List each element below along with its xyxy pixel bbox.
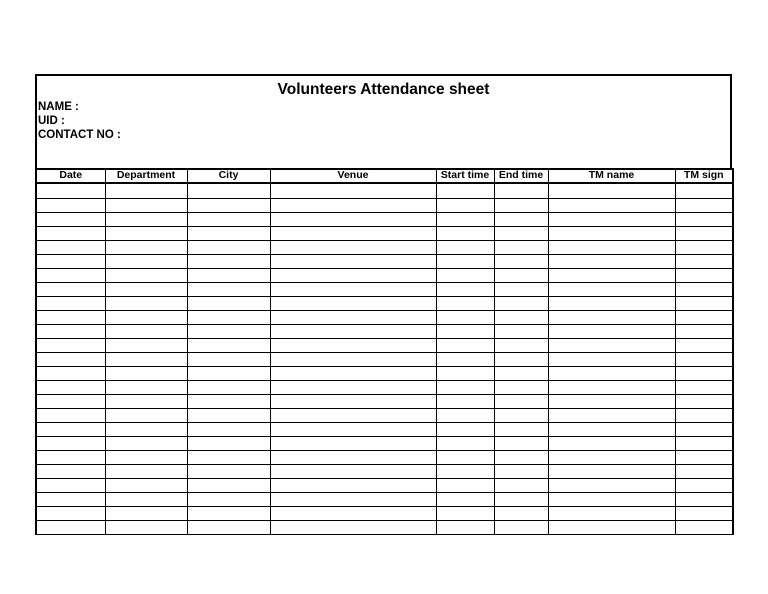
- department-cell[interactable]: [105, 311, 187, 325]
- date-cell[interactable]: [36, 521, 105, 535]
- table-row: [36, 255, 733, 269]
- tm-name-cell[interactable]: [548, 409, 675, 423]
- start-time-cell[interactable]: [436, 269, 494, 283]
- date-cell[interactable]: [36, 255, 105, 269]
- table-row: [36, 269, 733, 283]
- venue-cell[interactable]: [270, 521, 436, 535]
- date-cell[interactable]: [36, 507, 105, 521]
- column-header-city: City: [187, 169, 270, 183]
- tm-sign-cell[interactable]: [675, 395, 733, 409]
- end-time-cell[interactable]: [494, 381, 548, 395]
- date-cell[interactable]: [36, 493, 105, 507]
- city-cell[interactable]: [187, 479, 270, 493]
- tm-name-cell[interactable]: [548, 311, 675, 325]
- table-row: [36, 283, 733, 297]
- city-cell[interactable]: [187, 409, 270, 423]
- end-time-cell[interactable]: [494, 367, 548, 381]
- city-cell[interactable]: [187, 325, 270, 339]
- tm-sign-cell[interactable]: [675, 183, 733, 199]
- tm-name-cell[interactable]: [548, 521, 675, 535]
- table-row: [36, 311, 733, 325]
- venue-cell[interactable]: [270, 339, 436, 353]
- venue-cell[interactable]: [270, 409, 436, 423]
- city-cell[interactable]: [187, 353, 270, 367]
- department-cell[interactable]: [105, 241, 187, 255]
- tm-sign-cell[interactable]: [675, 255, 733, 269]
- tm-name-cell[interactable]: [548, 507, 675, 521]
- venue-cell[interactable]: [270, 381, 436, 395]
- date-cell[interactable]: [36, 283, 105, 297]
- city-cell[interactable]: [187, 423, 270, 437]
- tm-name-cell[interactable]: [548, 339, 675, 353]
- tm-name-cell[interactable]: [548, 199, 675, 213]
- city-cell[interactable]: [187, 311, 270, 325]
- city-cell[interactable]: [187, 367, 270, 381]
- tm-sign-cell[interactable]: [675, 493, 733, 507]
- date-cell[interactable]: [36, 381, 105, 395]
- venue-cell[interactable]: [270, 255, 436, 269]
- attendance-sheet: [35, 74, 732, 535]
- table-header-row: [36, 169, 733, 183]
- end-time-cell[interactable]: [494, 339, 548, 353]
- table-row: [36, 297, 733, 311]
- table-row: [36, 213, 733, 227]
- end-time-cell[interactable]: [494, 227, 548, 241]
- tm-sign-cell[interactable]: [675, 213, 733, 227]
- start-time-cell[interactable]: [436, 325, 494, 339]
- department-cell[interactable]: [105, 437, 187, 451]
- uid-field-label: UID :: [38, 115, 65, 127]
- sheet-title: Volunteers Attendance sheet: [277, 81, 490, 98]
- venue-cell[interactable]: [270, 213, 436, 227]
- table-row: [36, 395, 733, 409]
- tm-name-cell[interactable]: [548, 297, 675, 311]
- venue-cell[interactable]: [270, 283, 436, 297]
- tm-name-cell[interactable]: [548, 325, 675, 339]
- end-time-cell[interactable]: [494, 353, 548, 367]
- department-cell[interactable]: [105, 367, 187, 381]
- start-time-cell[interactable]: [436, 227, 494, 241]
- start-time-cell[interactable]: [436, 339, 494, 353]
- department-cell[interactable]: [105, 479, 187, 493]
- venue-cell[interactable]: [270, 311, 436, 325]
- end-time-cell[interactable]: [494, 269, 548, 283]
- end-time-cell[interactable]: [494, 395, 548, 409]
- department-cell[interactable]: [105, 199, 187, 213]
- department-cell[interactable]: [105, 213, 187, 227]
- date-cell[interactable]: [36, 451, 105, 465]
- table-row: [36, 381, 733, 395]
- date-cell[interactable]: [36, 395, 105, 409]
- start-time-cell[interactable]: [436, 479, 494, 493]
- start-time-cell[interactable]: [436, 423, 494, 437]
- tm-name-cell[interactable]: [548, 437, 675, 451]
- end-time-cell[interactable]: [494, 283, 548, 297]
- date-cell[interactable]: [36, 183, 105, 199]
- date-cell[interactable]: [36, 241, 105, 255]
- city-cell[interactable]: [187, 255, 270, 269]
- date-cell[interactable]: [36, 269, 105, 283]
- venue-cell[interactable]: [270, 227, 436, 241]
- venue-cell[interactable]: [270, 367, 436, 381]
- department-cell[interactable]: [105, 493, 187, 507]
- start-time-cell[interactable]: [436, 297, 494, 311]
- table-row: [36, 325, 733, 339]
- end-time-cell[interactable]: [494, 183, 548, 199]
- start-time-cell[interactable]: [436, 493, 494, 507]
- department-cell[interactable]: [105, 507, 187, 521]
- start-time-cell[interactable]: [436, 507, 494, 521]
- start-time-cell[interactable]: [436, 367, 494, 381]
- table-row: [36, 199, 733, 213]
- table-row: [36, 353, 733, 367]
- venue-cell[interactable]: [270, 269, 436, 283]
- end-time-cell[interactable]: [494, 479, 548, 493]
- venue-cell[interactable]: [270, 423, 436, 437]
- city-cell[interactable]: [187, 183, 270, 199]
- table-row: [36, 227, 733, 241]
- tm-name-cell[interactable]: [548, 493, 675, 507]
- venue-cell[interactable]: [270, 465, 436, 479]
- department-cell[interactable]: [105, 521, 187, 535]
- city-cell[interactable]: [187, 395, 270, 409]
- venue-cell[interactable]: [270, 199, 436, 213]
- table-row: [36, 367, 733, 381]
- city-cell[interactable]: [187, 451, 270, 465]
- table-row: [36, 493, 733, 507]
- tm-sign-cell[interactable]: [675, 311, 733, 325]
- attendance-table: [35, 168, 734, 535]
- column-header-department: Department: [105, 169, 187, 183]
- end-time-cell[interactable]: [494, 297, 548, 311]
- end-time-cell[interactable]: [494, 423, 548, 437]
- table-row: [36, 409, 733, 423]
- end-time-cell[interactable]: [494, 199, 548, 213]
- end-time-cell[interactable]: [494, 521, 548, 535]
- city-cell[interactable]: [187, 493, 270, 507]
- tm-sign-cell[interactable]: [675, 521, 733, 535]
- date-cell[interactable]: [36, 325, 105, 339]
- column-header-start-time: Start time: [436, 169, 494, 183]
- city-cell[interactable]: [187, 437, 270, 451]
- tm-sign-cell[interactable]: [675, 339, 733, 353]
- column-header-end-time: End time: [494, 169, 548, 183]
- tm-sign-cell[interactable]: [675, 423, 733, 437]
- tm-name-cell[interactable]: [548, 367, 675, 381]
- venue-cell[interactable]: [270, 493, 436, 507]
- column-header-tm-name: TM name: [548, 169, 675, 183]
- tm-name-cell[interactable]: [548, 241, 675, 255]
- city-cell[interactable]: [187, 507, 270, 521]
- venue-cell[interactable]: [270, 297, 436, 311]
- tm-sign-cell[interactable]: [675, 297, 733, 311]
- start-time-cell[interactable]: [436, 199, 494, 213]
- date-cell[interactable]: [36, 311, 105, 325]
- name-field-label: NAME :: [38, 101, 79, 113]
- table-row: [36, 339, 733, 353]
- department-cell[interactable]: [105, 339, 187, 353]
- tm-name-cell[interactable]: [548, 479, 675, 493]
- city-cell[interactable]: [187, 283, 270, 297]
- tm-sign-cell[interactable]: [675, 283, 733, 297]
- end-time-cell[interactable]: [494, 451, 548, 465]
- tm-sign-cell[interactable]: [675, 465, 733, 479]
- city-cell[interactable]: [187, 339, 270, 353]
- start-time-cell[interactable]: [436, 409, 494, 423]
- department-cell[interactable]: [105, 381, 187, 395]
- tm-sign-cell[interactable]: [675, 381, 733, 395]
- tm-sign-cell[interactable]: [675, 367, 733, 381]
- tm-name-cell[interactable]: [548, 465, 675, 479]
- table-row: [36, 465, 733, 479]
- venue-cell[interactable]: [270, 325, 436, 339]
- tm-name-cell[interactable]: [548, 269, 675, 283]
- venue-cell[interactable]: [270, 183, 436, 199]
- tm-name-cell[interactable]: [548, 213, 675, 227]
- tm-sign-cell[interactable]: [675, 451, 733, 465]
- venue-cell[interactable]: [270, 437, 436, 451]
- start-time-cell[interactable]: [436, 353, 494, 367]
- table-row: [36, 479, 733, 493]
- tm-sign-cell[interactable]: [675, 507, 733, 521]
- end-time-cell[interactable]: [494, 311, 548, 325]
- tm-name-cell[interactable]: [548, 353, 675, 367]
- table-row: [36, 241, 733, 255]
- date-cell[interactable]: [36, 465, 105, 479]
- department-cell[interactable]: [105, 465, 187, 479]
- department-cell[interactable]: [105, 227, 187, 241]
- date-cell[interactable]: [36, 213, 105, 227]
- column-header-venue: Venue: [270, 169, 436, 183]
- start-time-cell[interactable]: [436, 255, 494, 269]
- department-cell[interactable]: [105, 451, 187, 465]
- city-cell[interactable]: [187, 269, 270, 283]
- venue-cell[interactable]: [270, 451, 436, 465]
- department-cell[interactable]: [105, 325, 187, 339]
- start-time-cell[interactable]: [436, 465, 494, 479]
- tm-name-cell[interactable]: [548, 227, 675, 241]
- tm-sign-cell[interactable]: [675, 269, 733, 283]
- end-time-cell[interactable]: [494, 213, 548, 227]
- start-time-cell[interactable]: [436, 213, 494, 227]
- department-cell[interactable]: [105, 353, 187, 367]
- start-time-cell[interactable]: [436, 451, 494, 465]
- table-body: [36, 183, 733, 535]
- tm-name-cell[interactable]: [548, 183, 675, 199]
- department-cell[interactable]: [105, 269, 187, 283]
- end-time-cell[interactable]: [494, 409, 548, 423]
- end-time-cell[interactable]: [494, 465, 548, 479]
- start-time-cell[interactable]: [436, 241, 494, 255]
- tm-sign-cell[interactable]: [675, 353, 733, 367]
- start-time-cell[interactable]: [436, 183, 494, 199]
- date-cell[interactable]: [36, 437, 105, 451]
- tm-sign-cell[interactable]: [675, 479, 733, 493]
- city-cell[interactable]: [187, 465, 270, 479]
- date-cell[interactable]: [36, 199, 105, 213]
- date-cell[interactable]: [36, 297, 105, 311]
- table-row: [36, 183, 733, 199]
- tm-sign-cell[interactable]: [675, 227, 733, 241]
- date-cell[interactable]: [36, 227, 105, 241]
- tm-sign-cell[interactable]: [675, 409, 733, 423]
- contact-field-label: CONTACT NO :: [38, 129, 121, 141]
- tm-sign-cell[interactable]: [675, 241, 733, 255]
- end-time-cell[interactable]: [494, 325, 548, 339]
- department-cell[interactable]: [105, 255, 187, 269]
- tm-name-cell[interactable]: [548, 255, 675, 269]
- end-time-cell[interactable]: [494, 507, 548, 521]
- venue-cell[interactable]: [270, 507, 436, 521]
- department-cell[interactable]: [105, 409, 187, 423]
- start-time-cell[interactable]: [436, 283, 494, 297]
- date-cell[interactable]: [36, 353, 105, 367]
- start-time-cell[interactable]: [436, 381, 494, 395]
- venue-cell[interactable]: [270, 395, 436, 409]
- date-cell[interactable]: [36, 423, 105, 437]
- venue-cell[interactable]: [270, 353, 436, 367]
- table-row: [36, 451, 733, 465]
- city-cell[interactable]: [187, 241, 270, 255]
- date-cell[interactable]: [36, 479, 105, 493]
- department-cell[interactable]: [105, 297, 187, 311]
- city-cell[interactable]: [187, 381, 270, 395]
- venue-cell[interactable]: [270, 241, 436, 255]
- start-time-cell[interactable]: [436, 395, 494, 409]
- column-header-tm-sign: TM sign: [675, 169, 733, 183]
- tm-name-cell[interactable]: [548, 451, 675, 465]
- date-cell[interactable]: [36, 367, 105, 381]
- tm-name-cell[interactable]: [548, 381, 675, 395]
- tm-sign-cell[interactable]: [675, 437, 733, 451]
- department-cell[interactable]: [105, 423, 187, 437]
- city-cell[interactable]: [187, 297, 270, 311]
- city-cell[interactable]: [187, 227, 270, 241]
- city-cell[interactable]: [187, 213, 270, 227]
- table-row: [36, 521, 733, 535]
- tm-name-cell[interactable]: [548, 283, 675, 297]
- table-row: [36, 437, 733, 451]
- start-time-cell[interactable]: [436, 521, 494, 535]
- venue-cell[interactable]: [270, 479, 436, 493]
- table-row: [36, 507, 733, 521]
- tm-name-cell[interactable]: [548, 395, 675, 409]
- department-cell[interactable]: [105, 395, 187, 409]
- start-time-cell[interactable]: [436, 311, 494, 325]
- tm-sign-cell[interactable]: [675, 199, 733, 213]
- end-time-cell[interactable]: [494, 493, 548, 507]
- city-cell[interactable]: [187, 521, 270, 535]
- start-time-cell[interactable]: [436, 437, 494, 451]
- date-cell[interactable]: [36, 339, 105, 353]
- date-cell[interactable]: [36, 409, 105, 423]
- city-cell[interactable]: [187, 199, 270, 213]
- end-time-cell[interactable]: [494, 437, 548, 451]
- column-header-date: Date: [36, 169, 105, 183]
- table-row: [36, 423, 733, 437]
- sheet-header: [35, 74, 732, 168]
- end-time-cell[interactable]: [494, 255, 548, 269]
- department-cell[interactable]: [105, 183, 187, 199]
- tm-sign-cell[interactable]: [675, 325, 733, 339]
- department-cell[interactable]: [105, 283, 187, 297]
- tm-name-cell[interactable]: [548, 423, 675, 437]
- end-time-cell[interactable]: [494, 241, 548, 255]
